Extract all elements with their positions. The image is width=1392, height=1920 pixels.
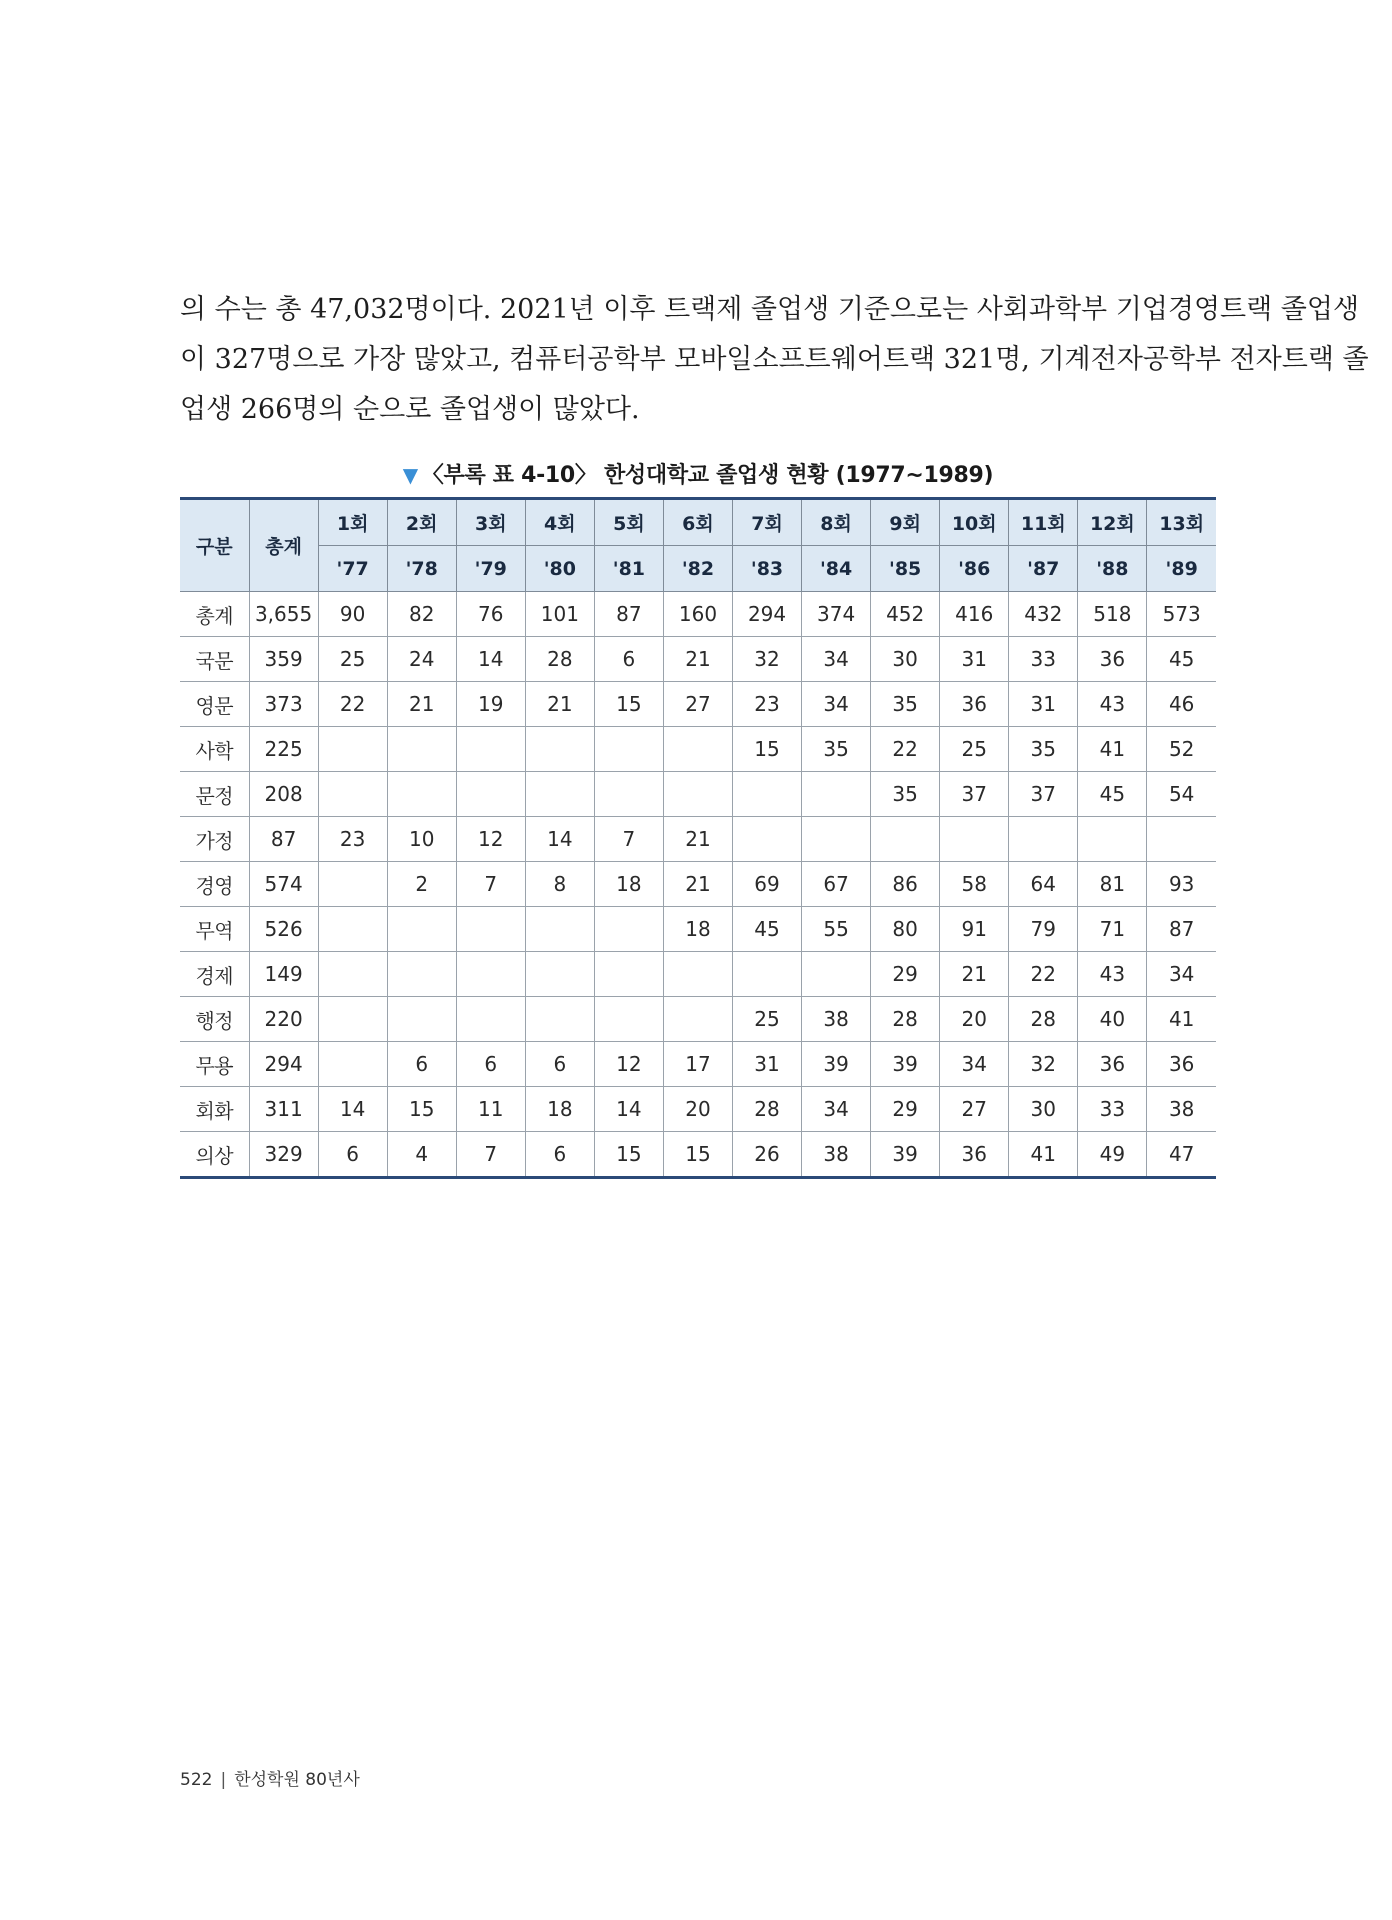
table-cell: 23 (733, 682, 802, 727)
table-cell: 21 (663, 817, 732, 862)
row-total: 149 (249, 952, 318, 997)
page-footer (180, 1765, 360, 1790)
table-cell: 38 (802, 997, 871, 1042)
paragraph-line: 업생 266명의 순으로 졸업생이 많았다. (180, 394, 640, 425)
table-cell: 79 (1009, 907, 1078, 952)
table-cell: 36 (940, 1132, 1009, 1178)
table-cell: 39 (871, 1042, 940, 1087)
table-cell: 416 (940, 592, 1009, 637)
table-cell: 32 (1009, 1042, 1078, 1087)
table-cell: 4 (387, 1132, 456, 1178)
table-cell (456, 772, 525, 817)
header-year: '81 (594, 546, 663, 592)
header-year: '87 (1009, 546, 1078, 592)
header-row-rounds (180, 499, 1216, 546)
table-cell: 91 (940, 907, 1009, 952)
table-cell: 69 (733, 862, 802, 907)
table-cell: 35 (871, 772, 940, 817)
triangle-down-icon: ▼ (402, 463, 418, 487)
table-cell: 518 (1078, 592, 1147, 637)
table-cell (594, 997, 663, 1042)
footer-separator: | (220, 1770, 227, 1790)
table-cell: 573 (1147, 592, 1216, 637)
header-year: '83 (733, 546, 802, 592)
table-cell: 46 (1147, 682, 1216, 727)
body-paragraph (180, 285, 1369, 435)
table-cell: 36 (1147, 1042, 1216, 1087)
table-cell: 37 (1009, 772, 1078, 817)
table-cell: 41 (1009, 1132, 1078, 1178)
table-cell (1147, 817, 1216, 862)
table-cell: 41 (1147, 997, 1216, 1042)
table-cell: 27 (940, 1087, 1009, 1132)
table-cell: 28 (1009, 997, 1078, 1042)
table-cell: 101 (525, 592, 594, 637)
table-cell (456, 907, 525, 952)
row-label: 총계 (180, 592, 249, 637)
header-year: '85 (871, 546, 940, 592)
table-cell: 37 (940, 772, 1009, 817)
table-cell: 34 (802, 682, 871, 727)
table-cell: 52 (1147, 727, 1216, 772)
table-cell: 34 (802, 1087, 871, 1132)
table-row (180, 1087, 1216, 1132)
header-round: 6회 (663, 499, 732, 546)
table-cell: 33 (1009, 637, 1078, 682)
table-cell (733, 952, 802, 997)
table-cell: 11 (456, 1087, 525, 1132)
table-row (180, 952, 1216, 997)
table-cell: 93 (1147, 862, 1216, 907)
table-cell: 28 (733, 1087, 802, 1132)
table-row (180, 727, 1216, 772)
table-cell (456, 727, 525, 772)
header-round: 13회 (1147, 499, 1216, 546)
table-row (180, 907, 1216, 952)
table-cell (594, 907, 663, 952)
table-cell: 35 (1009, 727, 1078, 772)
table-cell (456, 952, 525, 997)
header-round: 12회 (1078, 499, 1147, 546)
table-cell (318, 727, 387, 772)
header-year: '80 (525, 546, 594, 592)
table-cell (802, 772, 871, 817)
table-cell (318, 952, 387, 997)
header-round: 9회 (871, 499, 940, 546)
header-round: 5회 (594, 499, 663, 546)
table-cell: 21 (663, 637, 732, 682)
table-cell: 29 (871, 1087, 940, 1132)
table-cell (525, 727, 594, 772)
table-cell: 7 (594, 817, 663, 862)
table-cell (594, 952, 663, 997)
table-cell: 67 (802, 862, 871, 907)
table-cell (318, 862, 387, 907)
row-label: 무역 (180, 907, 249, 952)
table-cell: 87 (594, 592, 663, 637)
row-total: 373 (249, 682, 318, 727)
table-cell: 12 (594, 1042, 663, 1087)
table-cell: 12 (456, 817, 525, 862)
table-cell (871, 817, 940, 862)
table-cell: 23 (318, 817, 387, 862)
table-cell (525, 907, 594, 952)
table-cell: 81 (1078, 862, 1147, 907)
table-cell: 40 (1078, 997, 1147, 1042)
table-cell (594, 772, 663, 817)
table-cell (318, 772, 387, 817)
table-cell: 17 (663, 1042, 732, 1087)
row-total: 359 (249, 637, 318, 682)
table-cell: 86 (871, 862, 940, 907)
table-cell: 6 (318, 1132, 387, 1178)
table-cell: 10 (387, 817, 456, 862)
table-cell (733, 772, 802, 817)
row-total: 574 (249, 862, 318, 907)
table-cell (663, 952, 732, 997)
row-label: 사학 (180, 727, 249, 772)
table-cell: 6 (594, 637, 663, 682)
table-cell: 26 (733, 1132, 802, 1178)
table-cell: 15 (733, 727, 802, 772)
table-body (180, 592, 1216, 1178)
table-cell: 47 (1147, 1132, 1216, 1178)
table-cell: 33 (1078, 1087, 1147, 1132)
table-row (180, 637, 1216, 682)
table-cell: 15 (387, 1087, 456, 1132)
header-year: '89 (1147, 546, 1216, 592)
table-cell: 31 (1009, 682, 1078, 727)
table-cell: 32 (733, 637, 802, 682)
table-cell: 25 (940, 727, 1009, 772)
row-total: 526 (249, 907, 318, 952)
row-label: 국문 (180, 637, 249, 682)
table-cell: 36 (940, 682, 1009, 727)
table-cell: 80 (871, 907, 940, 952)
table-cell: 35 (802, 727, 871, 772)
header-year: '79 (456, 546, 525, 592)
table-cell (387, 997, 456, 1042)
table-cell: 452 (871, 592, 940, 637)
table-cell: 30 (871, 637, 940, 682)
row-total: 311 (249, 1087, 318, 1132)
table-cell: 18 (594, 862, 663, 907)
table-cell: 31 (940, 637, 1009, 682)
book-title: 한성학원 80년사 (234, 1770, 360, 1790)
table-cell: 58 (940, 862, 1009, 907)
header-row-years (180, 546, 1216, 592)
table-cell: 22 (318, 682, 387, 727)
header-round: 10회 (940, 499, 1009, 546)
table-cell (387, 727, 456, 772)
table-cell (318, 997, 387, 1042)
table-cell: 18 (663, 907, 732, 952)
table-cell (802, 952, 871, 997)
header-year: '82 (663, 546, 732, 592)
table-cell: 31 (733, 1042, 802, 1087)
header-round: 3회 (456, 499, 525, 546)
table-cell: 432 (1009, 592, 1078, 637)
table-cell: 43 (1078, 682, 1147, 727)
table-cell (594, 727, 663, 772)
table-cell (1078, 817, 1147, 862)
header-round: 8회 (802, 499, 871, 546)
header-round: 7회 (733, 499, 802, 546)
row-total: 87 (249, 817, 318, 862)
table-row (180, 1042, 1216, 1087)
table-row (180, 862, 1216, 907)
table-cell (525, 997, 594, 1042)
table-cell: 22 (1009, 952, 1078, 997)
table-cell: 39 (802, 1042, 871, 1087)
table-cell: 34 (940, 1042, 1009, 1087)
table-cell: 76 (456, 592, 525, 637)
table-cell: 8 (525, 862, 594, 907)
paragraph-line: 이 327명으로 가장 많았고, 컴퓨터공학부 모바일소프트웨어트랙 321명, 기계전자공학부 전자트랙 졸 (180, 344, 1369, 375)
row-total: 208 (249, 772, 318, 817)
header-year: '77 (318, 546, 387, 592)
table-row (180, 1132, 1216, 1178)
table-cell: 2 (387, 862, 456, 907)
table-cell: 82 (387, 592, 456, 637)
header-category: 구분 (180, 499, 249, 592)
table-cell (387, 772, 456, 817)
table-cell (663, 727, 732, 772)
table-cell (387, 952, 456, 997)
table-cell (1009, 817, 1078, 862)
table-cell: 6 (456, 1042, 525, 1087)
header-round: 1회 (318, 499, 387, 546)
table-cell: 41 (1078, 727, 1147, 772)
table-cell: 6 (525, 1042, 594, 1087)
graduates-table (180, 497, 1216, 1179)
table-row (180, 682, 1216, 727)
table-cell: 34 (1147, 952, 1216, 997)
table-cell: 29 (871, 952, 940, 997)
table-cell: 36 (1078, 1042, 1147, 1087)
table-cell: 14 (318, 1087, 387, 1132)
table-cell: 49 (1078, 1132, 1147, 1178)
row-label: 행정 (180, 997, 249, 1042)
table-cell (525, 772, 594, 817)
row-label: 무용 (180, 1042, 249, 1087)
header-round: 11회 (1009, 499, 1078, 546)
table-cell: 90 (318, 592, 387, 637)
table-cell: 374 (802, 592, 871, 637)
table-cell: 22 (871, 727, 940, 772)
table-cell: 15 (594, 682, 663, 727)
table-cell: 6 (387, 1042, 456, 1087)
row-label: 경영 (180, 862, 249, 907)
header-total: 총계 (249, 499, 318, 592)
table-cell: 38 (802, 1132, 871, 1178)
table-cell: 21 (663, 862, 732, 907)
table-cell (387, 907, 456, 952)
header-round: 4회 (525, 499, 594, 546)
row-label: 경제 (180, 952, 249, 997)
table-cell: 24 (387, 637, 456, 682)
paragraph-line: 의 수는 총 47,032명이다. 2021년 이후 트랙제 졸업생 기준으로는 사회과학부 기업경영트랙 졸업생 (180, 294, 1360, 325)
table-cell (456, 997, 525, 1042)
table-cell (733, 817, 802, 862)
table-cell: 30 (1009, 1087, 1078, 1132)
table-cell: 28 (871, 997, 940, 1042)
table-cell: 34 (802, 637, 871, 682)
table-cell: 38 (1147, 1087, 1216, 1132)
row-total: 294 (249, 1042, 318, 1087)
row-label: 회화 (180, 1087, 249, 1132)
table-cell (525, 952, 594, 997)
header-round: 2회 (387, 499, 456, 546)
table-cell: 21 (387, 682, 456, 727)
table-cell: 87 (1147, 907, 1216, 952)
table-cell: 25 (318, 637, 387, 682)
table-cell: 25 (733, 997, 802, 1042)
table-cell: 21 (525, 682, 594, 727)
table-cell: 39 (871, 1132, 940, 1178)
table-cell: 294 (733, 592, 802, 637)
table-cell (318, 1042, 387, 1087)
row-total: 220 (249, 997, 318, 1042)
table-cell: 43 (1078, 952, 1147, 997)
page-number: 522 (180, 1770, 213, 1790)
table-cell (318, 907, 387, 952)
table-cell: 14 (456, 637, 525, 682)
row-label: 영문 (180, 682, 249, 727)
row-total: 225 (249, 727, 318, 772)
table-caption-text: 〈부록 표 4-10〉 한성대학교 졸업생 현황 (1977~1989) (421, 463, 994, 488)
row-total: 3,655 (249, 592, 318, 637)
table-cell: 45 (733, 907, 802, 952)
table-cell (663, 772, 732, 817)
table-row (180, 592, 1216, 637)
header-year: '88 (1078, 546, 1147, 592)
table-cell: 160 (663, 592, 732, 637)
table-cell: 7 (456, 1132, 525, 1178)
table-cell: 15 (663, 1132, 732, 1178)
table-cell: 20 (940, 997, 1009, 1042)
table-cell: 64 (1009, 862, 1078, 907)
table-row (180, 817, 1216, 862)
table-cell: 14 (525, 817, 594, 862)
table-cell: 19 (456, 682, 525, 727)
table-cell: 18 (525, 1087, 594, 1132)
table-cell: 27 (663, 682, 732, 727)
table-cell: 6 (525, 1132, 594, 1178)
table-cell: 45 (1078, 772, 1147, 817)
header-year: '84 (802, 546, 871, 592)
table-cell: 36 (1078, 637, 1147, 682)
row-total: 329 (249, 1132, 318, 1178)
table-row (180, 772, 1216, 817)
table-cell: 20 (663, 1087, 732, 1132)
row-label: 가정 (180, 817, 249, 862)
table-cell (802, 817, 871, 862)
row-label: 의상 (180, 1132, 249, 1178)
table-cell: 45 (1147, 637, 1216, 682)
table-cell: 55 (802, 907, 871, 952)
table-row (180, 997, 1216, 1042)
table-cell: 15 (594, 1132, 663, 1178)
table-cell (940, 817, 1009, 862)
table-cell (663, 997, 732, 1042)
table-cell: 21 (940, 952, 1009, 997)
table-cell: 14 (594, 1087, 663, 1132)
table-cell: 7 (456, 862, 525, 907)
table-caption (180, 458, 1216, 489)
header-year: '78 (387, 546, 456, 592)
header-year: '86 (940, 546, 1009, 592)
table-cell: 35 (871, 682, 940, 727)
table-cell: 71 (1078, 907, 1147, 952)
row-label: 문정 (180, 772, 249, 817)
table-cell: 28 (525, 637, 594, 682)
table-cell: 54 (1147, 772, 1216, 817)
